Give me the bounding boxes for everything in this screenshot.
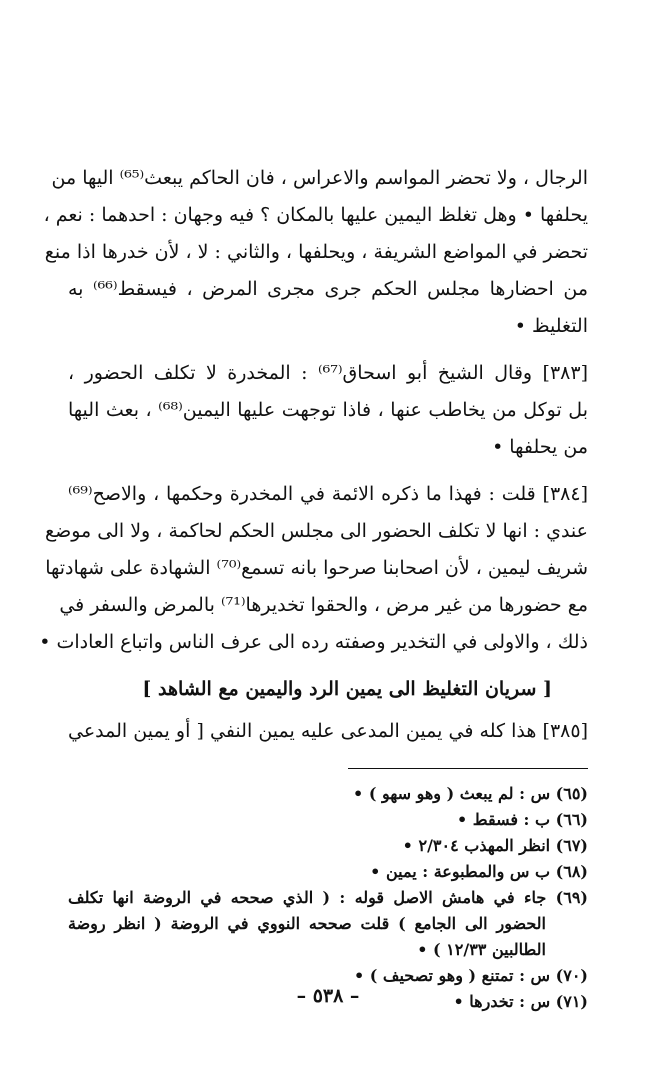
footnote-65: (٦٥) س : لم يبعث ( وهو سهو ) • — [353, 784, 588, 803]
body-line-11: شريف ليمين ، لأن اصحابنا صرحوا بانه تسمع⁽⁷⁰⁾ الشهادة على شهادتها — [45, 557, 588, 579]
body-line-1: الرجال ، ولا تحضر المواسم والاعراس ، فان الحاكم يبعث⁽⁶⁵⁾ اليها من — [51, 167, 588, 189]
body-line-7: بل توكل من يخاطب عنها ، فاذا توجهت عليها اليمين⁽⁶⁸⁾ ، بعث اليها — [68, 399, 588, 421]
page-number: – ٥٣٨ – — [296, 985, 360, 1007]
section-heading: [ سريان التغليظ الى يمين الرد واليمين مع الشاهد ] — [142, 678, 552, 700]
body-line-3: تحضر في المواضع الشريفة ، ويحلفها ، والثاني : لا ، لأن خدرها اذا منع — [44, 241, 588, 263]
body-line-6: [٣٨٣] وقال الشيخ أبو اسحاق⁽⁶⁷⁾ : المخدرة لا تكلف الحضور ، — [68, 362, 589, 384]
footnote-67: (٦٧) انظر المهذب ٢/٣٠٤ • — [402, 836, 588, 855]
footnote-66: (٦٦) ب : فسقط • — [456, 810, 588, 829]
body-line-4: من احضارها مجلس الحكم جرى مجرى المرض ، فيسقط⁽⁶⁶⁾ به — [68, 278, 588, 300]
footnote-70: (٧٠) س : تمتنع ( وهو تصحيف ) • — [353, 966, 588, 985]
footnote-71: (٧١) س : تخدرها • — [453, 992, 588, 1011]
footnote-69-line-2: الحضور الى الجامع ) قلت صححه النووي في الروضة ( انظر روضة — [68, 914, 547, 933]
body-line-9: [٣٨٤] قلت : فهذا ما ذكره الائمة في المخدرة وحكمها ، والاصح⁽⁶⁹⁾ — [68, 483, 588, 505]
footnote-69: (٦٩) جاء في هامش الاصل قوله : ( الذي صححه في الروضة انها تكلف — [68, 888, 588, 907]
body-line-2: يحلفها • وهل تغلظ اليمين عليها بالمكان ؟ فيه وجهان : احدهما : نعم ، — [43, 204, 588, 226]
footnote-divider — [348, 768, 588, 769]
page-text-block — [39, 160, 589, 1015]
body-line-12: مع حضورها من غير مرض ، والحقوا تخديرها⁽⁷¹⁾ بالمرض والسفر في — [59, 594, 588, 616]
body-line-last: [٣٨٥] هذا كله في يمين المدعى عليه يمين النفي [ أو يمين المدعي — [68, 720, 588, 742]
body-line-13: ذلك ، والاولى في التخدير وصفته رده الى عرف الناس واتباع العادات • — [39, 631, 588, 653]
body-line-10: عندي : انها لا تكلف الحضور الى مجلس الحكم لحاكمة ، ولا الى موضع — [45, 520, 588, 542]
body-line-8: من يحلفها • — [492, 436, 588, 458]
footnote-68: (٦٨) ب س والمطبوعة : يمين • — [370, 862, 588, 881]
body-line-5: التغليظ • — [514, 315, 588, 337]
footnote-69-line-3: الطالبين ١٢/٣٣ ) • — [417, 940, 546, 959]
